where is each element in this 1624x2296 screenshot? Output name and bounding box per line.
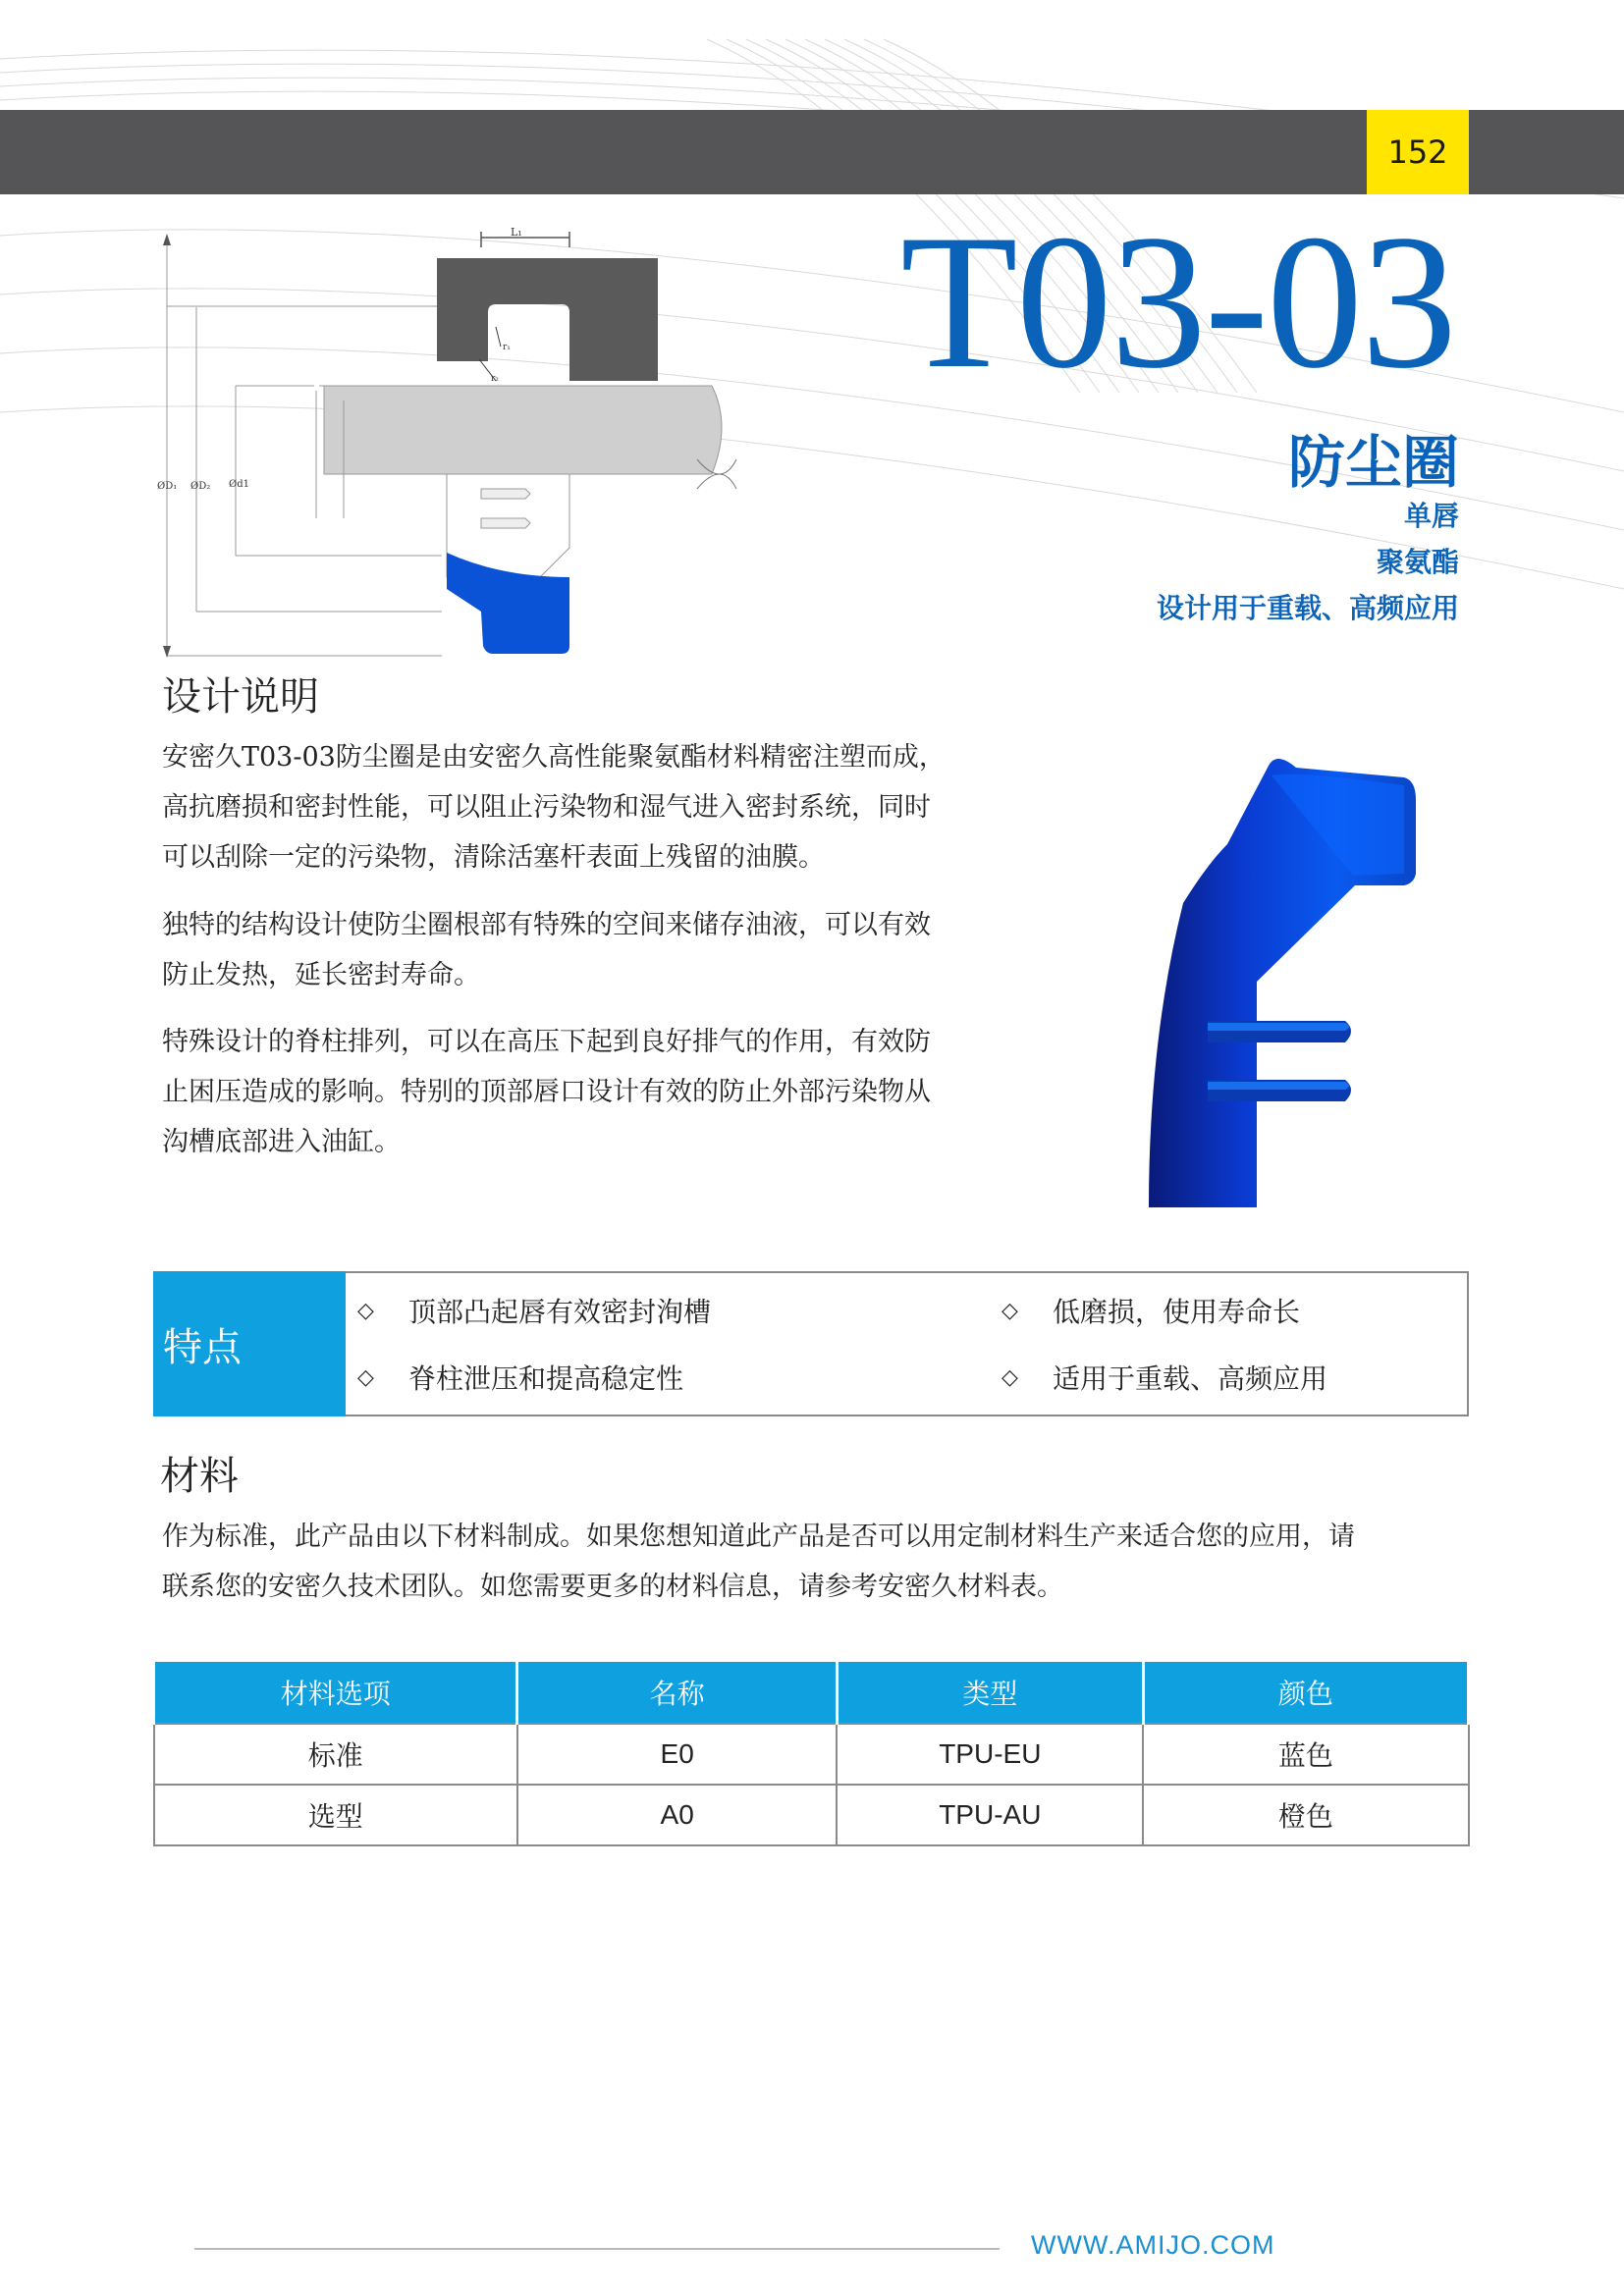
design-paragraph-2: 独特的结构设计使防尘圈根部有特殊的空间来储存油液，可以有效 防止发热，延长密封寿命。 (162, 910, 931, 990)
label-l1: L₁ (511, 226, 522, 239)
label-od2: ØD₂ (190, 481, 211, 492)
table-header-row (154, 1662, 1469, 1724)
table-row (154, 1785, 1469, 1845)
table-cell: 橙色 (1143, 1785, 1468, 1845)
materials-description: 作为标准，此产品由以下材料制成。如果您想知道此产品是否可以用定制材料生产来适合您的应用，请 联系您的安密久技术团队。如您需要更多的材料信息，请参考安密久材料表。 (162, 1522, 1355, 1602)
page-number: 152 (1367, 110, 1469, 194)
feature-item: ◇ 低磨损，使用寿命长 (1001, 1296, 1301, 1328)
column-header: 类型 (837, 1662, 1143, 1724)
design-section-title: 设计说明 (162, 674, 319, 720)
feature-item: ◇ 脊柱泄压和提高稳定性 (357, 1362, 684, 1395)
diamond-bullet-icon: ◇ (1001, 1364, 1018, 1390)
subtitle-application: 设计用于重载、高频应用 (1156, 592, 1459, 624)
feature-item: ◇ 适用于重载、高频应用 (1001, 1362, 1328, 1395)
product-code: T03-03 (900, 195, 1455, 408)
label-r1: r₁ (503, 343, 511, 352)
subtitle-lip: 单唇 (1403, 500, 1459, 532)
table-cell: TPU-AU (837, 1785, 1143, 1845)
diamond-bullet-icon: ◇ (1001, 1298, 1018, 1323)
label-r2: r₂ (491, 374, 499, 384)
table-row (154, 1724, 1469, 1785)
column-header: 材料选项 (154, 1662, 517, 1724)
seal-product-image (1129, 746, 1443, 1217)
product-subtitles (1157, 493, 1459, 631)
column-header: 颜色 (1143, 1662, 1468, 1724)
cross-section-diagram (147, 224, 756, 666)
table-cell: TPU-EU (837, 1724, 1143, 1785)
diamond-bullet-icon: ◇ (357, 1364, 374, 1390)
table-cell: 选型 (154, 1785, 517, 1845)
subtitle-material: 聚氨酯 (1376, 546, 1459, 578)
design-paragraph-3: 特殊设计的脊柱排列，可以在高压下起到良好排气的作用，有效防 止困压造成的影响。特别的顶部唇口设计有效的防止外部污染物从 沟槽底部进入油缸。 (162, 1027, 931, 1157)
column-header: 名称 (517, 1662, 837, 1724)
label-od1: ØD₁ (157, 481, 178, 492)
table-cell: 标准 (154, 1724, 517, 1785)
product-name: 防尘圈 (1287, 429, 1459, 496)
table-cell: E0 (517, 1724, 837, 1785)
footer-website-link[interactable]: WWW.AMIJO.COM (1031, 2230, 1275, 2260)
table-cell: 蓝色 (1143, 1724, 1468, 1785)
materials-section-title: 材料 (160, 1454, 239, 1499)
label-od3: Ød1 (229, 479, 249, 490)
materials-table (152, 1662, 1470, 1846)
design-paragraph-1: 安密久T03-03防尘圈是由安密久高性能聚氨酯材料精密注塑而成， 高抗磨损和密封性能，可以阻止污染物和湿气进入密封系统，同时 可以刮除一定的污染物，清除活塞杆表面上残留的油膜。 (162, 742, 946, 873)
footer-divider (194, 2248, 1000, 2250)
feature-item: ◇ 顶部凸起唇有效密封洵槽 (357, 1296, 712, 1328)
table-cell: A0 (517, 1785, 837, 1845)
features-box (153, 1271, 1469, 1416)
features-label: 特点 (153, 1271, 346, 1416)
diamond-bullet-icon: ◇ (357, 1298, 374, 1323)
